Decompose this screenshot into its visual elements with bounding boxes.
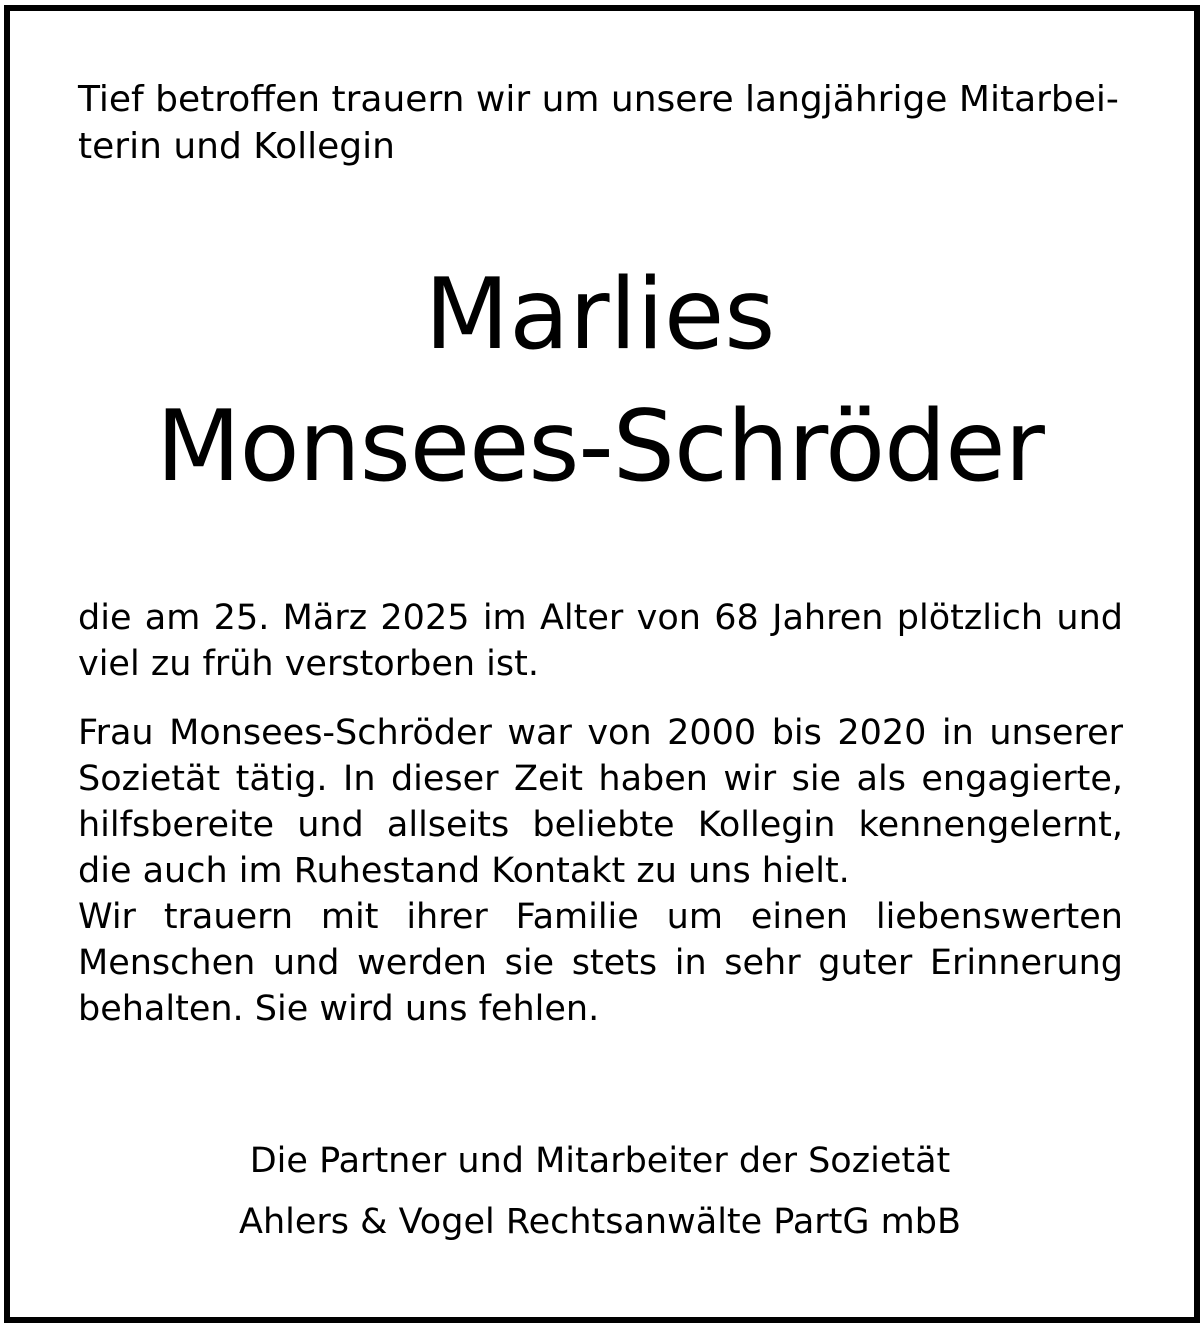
paragraph2-line-3: hilfsbereite und allseits beliebte Kollegin kennengelernt, [78, 805, 1123, 845]
paragraph2-line-6: Menschen und werden sie stets in sehr guter Erinnerung [78, 943, 1123, 983]
signature-line-1: Die Partner und Mitarbeiter der Sozietät [249, 1141, 951, 1181]
intro-line-1: Tief betroffen trauern wir um unsere langjährige Mitarbei- [78, 79, 1119, 120]
deceased-first-name: Marlies [424, 258, 776, 372]
intro-line-2: terin und Kollegin [78, 126, 395, 167]
signature-line-2: Ahlers & Vogel Rechtsanwälte PartG mbB [239, 1202, 961, 1242]
tribute-paragraph [78, 710, 1123, 1032]
intro-text [78, 76, 1123, 170]
paragraph2-line-1: Frau Monsees-Schröder war von 2000 bis 2020 in unserer [78, 713, 1123, 753]
paragraph1-line-1: die am 25. März 2025 im Alter von 68 Jahren plötzlich und [78, 598, 1123, 638]
paragraph2-line-5: Wir trauern mit ihrer Familie um einen liebenswerten [78, 897, 1123, 937]
paragraph2-line-4: die auch im Ruhestand Kontakt zu uns hielt. [78, 851, 850, 891]
paragraph1-line-2: viel zu früh verstorben ist. [78, 644, 539, 684]
paragraph2-line-7: behalten. Sie wird uns fehlen. [78, 989, 600, 1029]
deceased-last-name: Monsees-Schröder [156, 390, 1044, 504]
death-notice-paragraph [78, 595, 1123, 687]
paragraph2-line-2: Sozietät tätig. In dieser Zeit haben wir sie als engagierte, [78, 759, 1123, 799]
